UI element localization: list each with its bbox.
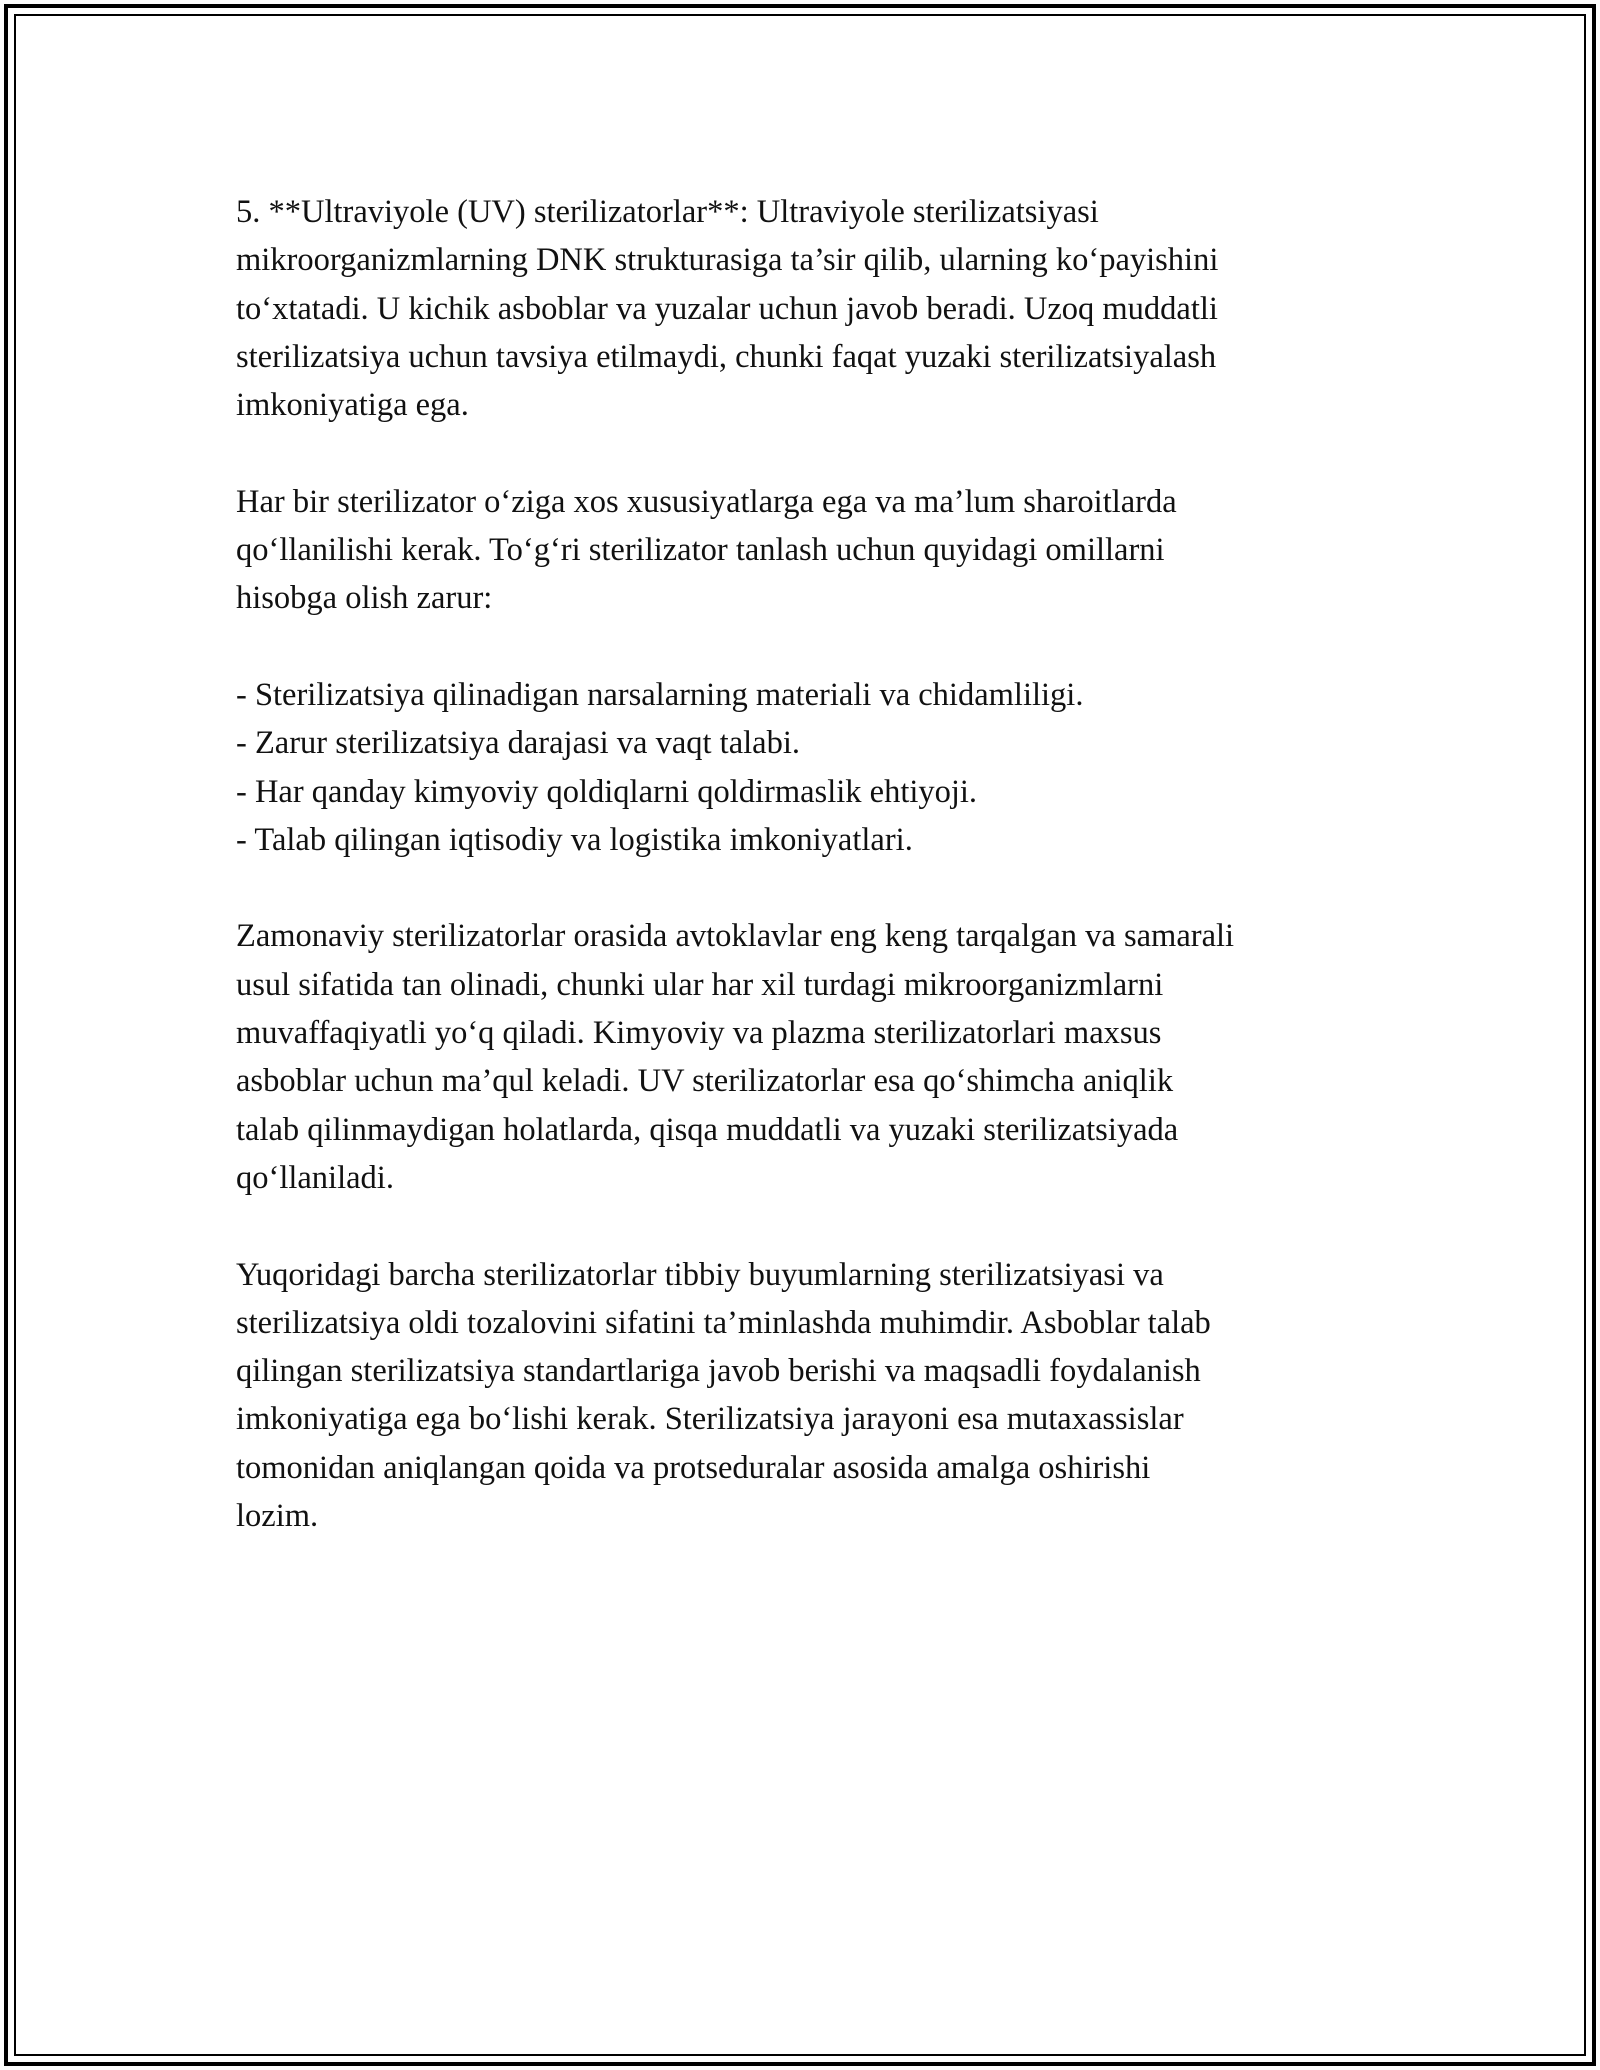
text-line: Har bir sterilizator o‘ziga xos xususiyatlarga ega va ma’lum sharoitlarda [236, 483, 1177, 520]
paragraph-conclusion [236, 1251, 1366, 1541]
document-body [236, 188, 1366, 1589]
text-line: tomonidan aniqlangan qoida va protseduralar asosida amalga oshirishi [236, 1449, 1151, 1486]
text-line: talab qilinmaydigan holatlarda, qisqa muddatli va yuzaki sterilizatsiyada [236, 1111, 1179, 1148]
text-line: sterilizatsiya oldi tozalovini sifatini ta’minlashda muhimdir. Asboblar talab [236, 1304, 1211, 1341]
text-line: to‘xtatadi. U kichik asboblar va yuzalar uchun javob beradi. Uzoq muddatli [236, 290, 1218, 327]
text-line: qo‘llaniladi. [236, 1159, 394, 1196]
list-item: - Sterilizatsiya qilinadigan narsalarning materiali va chidamliligi. [236, 676, 1084, 713]
text-line: usul sifatida tan olinadi, chunki ular har xil turdagi mikroorganizmlarni [236, 966, 1164, 1003]
text-line: imkoniyatiga ega. [236, 387, 469, 424]
text-line: hisobga olish zarur: [236, 580, 493, 617]
list-item: - Har qanday kimyoviy qoldiqlarni qoldirmaslik ehtiyoji. [236, 773, 978, 810]
text-line: qilingan sterilizatsiya standartlariga javob berishi va maqsadli foydalanish [236, 1353, 1201, 1390]
paragraph-modern-sterilizers [236, 912, 1366, 1202]
list-item: - Zarur sterilizatsiya darajasi va vaqt talabi. [236, 725, 800, 762]
paragraph-selection-factors-intro [236, 478, 1366, 623]
text-line: Zamonaviy sterilizatorlar orasida avtoklavlar eng keng tarqalgan va samarali [236, 918, 1235, 955]
text-line: muvaffaqiyatli yo‘q qiladi. Kimyoviy va plazma sterilizatorlari maxsus [236, 1015, 1162, 1052]
selection-factors-list [236, 671, 1366, 864]
text-line: asboblar uchun ma’qul keladi. UV sterilizatorlar esa qo‘shimcha aniqlik [236, 1063, 1174, 1100]
text-line: qo‘llanilishi kerak. To‘g‘ri sterilizator tanlash uchun quyidagi omillarni [236, 532, 1165, 569]
text-line: 5. **Ultraviyole (UV) sterilizatorlar**: Ultraviyole sterilizatsiyasi [236, 194, 1099, 230]
text-line: imkoniyatiga ega bo‘lishi kerak. Sterilizatsiya jarayoni esa mutaxassislar [236, 1401, 1184, 1438]
paragraph-uv-sterilizers [236, 188, 1366, 429]
list-item: - Talab qilingan iqtisodiy va logistika imkoniyatlari. [236, 821, 913, 858]
text-line: lozim. [236, 1498, 319, 1535]
text-line: mikroorganizmlarning DNK strukturasiga ta’sir qilib, ularning ko‘payishini [236, 242, 1219, 279]
text-line: Yuqoridagi barcha sterilizatorlar tibbiy buyumlarning sterilizatsiyasi va [236, 1256, 1164, 1293]
text-line: sterilizatsiya uchun tavsiya etilmaydi, chunki faqat yuzaki sterilizatsiyalash [236, 338, 1217, 375]
